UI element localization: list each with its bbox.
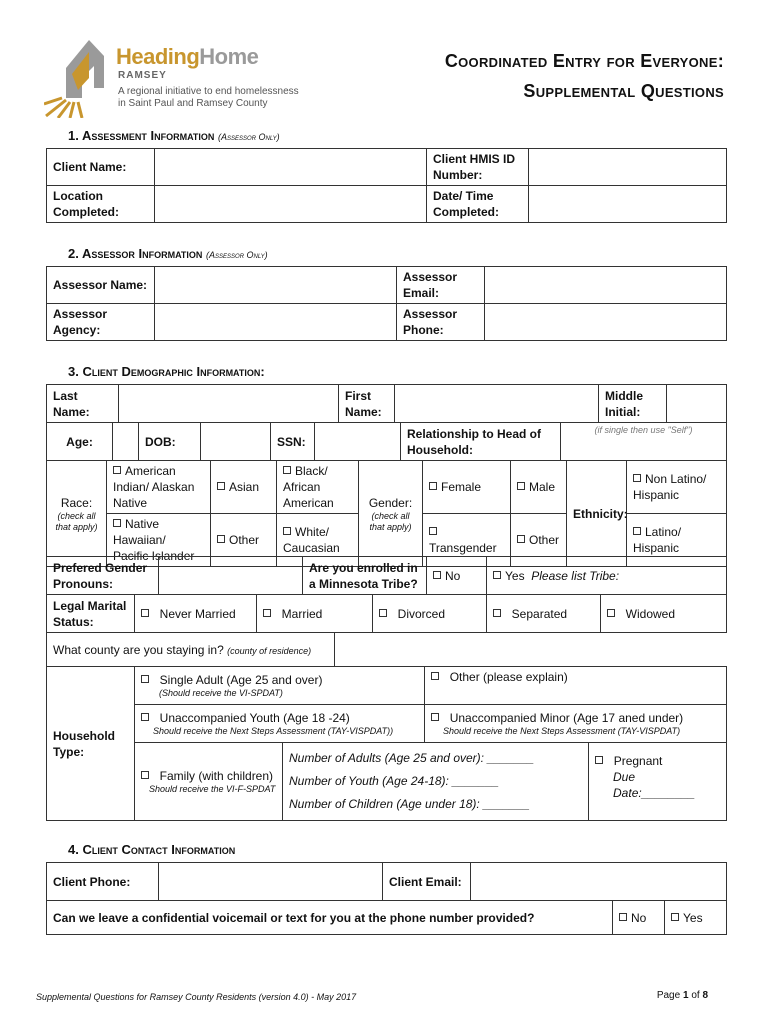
document-title: Coordinated Entry for Everyone: Supplemental Questions xyxy=(444,51,724,101)
middle-initial-label: Middle Initial: xyxy=(599,385,667,423)
checkbox-icon[interactable] xyxy=(517,535,525,543)
race-opt-black[interactable]: Black/ African American xyxy=(277,461,359,514)
gender-opt-male[interactable]: Male xyxy=(511,461,567,514)
hh-unaccompanied-youth[interactable]: Unaccompanied Youth (Age 18 -24) Should receive the Next Steps Assessment (TAY-VISPDAT)) xyxy=(135,705,425,743)
checkbox-icon[interactable] xyxy=(517,482,525,490)
pronouns-label: Prefered Gender Pronouns: xyxy=(47,557,159,595)
section-1-heading: 1. Assessment Information (Assessor Only) xyxy=(68,128,280,143)
checkbox-icon[interactable] xyxy=(595,756,603,764)
heading-home-logo xyxy=(44,38,304,118)
race-opt-native-hawaiian[interactable]: Native Hawaiian/ Pacific Islander xyxy=(107,514,211,567)
hh-unaccompanied-minor[interactable]: Unaccompanied Minor (Age 17 aned under) Should receive the Next Steps Assessment (TAY-VISPDAT) xyxy=(425,705,727,743)
gender-label-cell: Gender: (check all that apply) xyxy=(359,461,423,567)
client-hmis-label: Client HMIS ID Number: xyxy=(427,149,529,186)
checkbox-icon[interactable] xyxy=(493,609,501,617)
client-phone-field[interactable] xyxy=(159,863,383,901)
county-label: What county are you staying in? (county of residence) xyxy=(47,633,335,667)
checkbox-icon[interactable] xyxy=(633,527,641,535)
county-field[interactable] xyxy=(335,633,727,667)
client-email-label: Client Email: xyxy=(383,863,471,901)
dob-label: DOB: xyxy=(139,423,201,461)
marital-opt-separated[interactable]: Separated xyxy=(487,595,601,633)
hh-single-adult[interactable]: Single Adult (Age 25 and over) (Should receive the VI-SPDAT) xyxy=(135,667,425,705)
assessor-agency-label: Assessor Agency: xyxy=(47,304,155,341)
checkbox-icon[interactable] xyxy=(493,571,501,579)
checkbox-icon[interactable] xyxy=(217,482,225,490)
checkbox-icon[interactable] xyxy=(431,672,439,680)
assessor-agency-field[interactable] xyxy=(155,304,397,341)
ethnicity-opt-latino[interactable]: Latino/ Hispanic xyxy=(627,514,727,567)
voicemail-question: Can we leave a confidential voicemail or text for you at the phone number provided? xyxy=(47,901,613,935)
pronouns-tribe-table xyxy=(46,556,727,595)
checkbox-icon[interactable] xyxy=(113,519,121,527)
checkbox-icon[interactable] xyxy=(217,535,225,543)
checkbox-icon[interactable] xyxy=(141,771,149,779)
first-name-field[interactable] xyxy=(395,385,599,423)
checkbox-icon[interactable] xyxy=(429,482,437,490)
footer-version: Supplemental Questions for Ramsey County Residents (version 4.0) - May 2017 xyxy=(36,992,357,1002)
name-table xyxy=(46,384,727,423)
assessor-name-label: Assessor Name: xyxy=(47,267,155,304)
page-number: Page 1 of 8 xyxy=(656,990,708,1001)
client-hmis-field[interactable] xyxy=(529,149,727,186)
checkbox-icon[interactable] xyxy=(671,913,679,921)
marital-table xyxy=(46,594,727,633)
checkbox-icon[interactable] xyxy=(429,527,437,535)
checkbox-icon[interactable] xyxy=(607,609,615,617)
contact-table xyxy=(46,862,727,935)
race-opt-american-indian[interactable]: American Indian/ Alaskan Native xyxy=(107,461,211,514)
hh-pregnant[interactable]: Pregnant Due Date:________ xyxy=(589,743,727,821)
house-sunburst-logo-icon xyxy=(44,38,114,118)
num-adults-field[interactable]: Number of Adults (Age 25 and over): _______ xyxy=(289,751,535,765)
ethnicity-label: Ethnicity: xyxy=(567,461,627,567)
ssn-field[interactable] xyxy=(315,423,401,461)
section-3-heading: 3. Client Demographic Information: xyxy=(68,364,265,379)
gender-opt-other[interactable]: Other xyxy=(511,514,567,567)
last-name-label: Last Name: xyxy=(47,385,119,423)
age-field[interactable] xyxy=(113,423,139,461)
marital-opt-married[interactable]: Married xyxy=(257,595,373,633)
num-children-field[interactable]: Number of Children (Age under 18): _______ xyxy=(289,797,530,811)
logo-tagline: A regional initiative to end homelessness in Saint Paul and Ramsey County xyxy=(118,86,299,109)
checkbox-icon[interactable] xyxy=(141,713,149,721)
assessor-email-field[interactable] xyxy=(485,267,727,304)
middle-initial-field[interactable] xyxy=(667,385,727,423)
race-opt-other[interactable]: Other xyxy=(211,514,277,567)
num-youth-field[interactable]: Number of Youth (Age 24-18): _______ xyxy=(289,774,499,788)
tribe-no-option[interactable]: No xyxy=(427,557,487,595)
checkbox-icon[interactable] xyxy=(431,713,439,721)
marital-opt-divorced[interactable]: Divorced xyxy=(373,595,487,633)
race-gender-table xyxy=(46,460,727,567)
voicemail-yes-option[interactable]: Yes xyxy=(665,901,727,935)
logo-wordmark: HeadingHome xyxy=(116,44,259,69)
checkbox-icon[interactable] xyxy=(379,609,387,617)
checkbox-icon[interactable] xyxy=(141,609,149,617)
checkbox-icon[interactable] xyxy=(283,527,291,535)
hh-family-counts[interactable] xyxy=(283,743,589,821)
client-email-field[interactable] xyxy=(471,863,727,901)
first-name-label: First Name: xyxy=(339,385,395,423)
tribe-question: Are you enrolled in a Minnesota Tribe? xyxy=(303,557,427,595)
dob-field[interactable] xyxy=(201,423,271,461)
voicemail-no-option[interactable]: No xyxy=(613,901,665,935)
datetime-field[interactable] xyxy=(529,186,727,223)
relationship-note: (if single then use "Self") xyxy=(594,425,693,435)
checkbox-icon[interactable] xyxy=(283,466,291,474)
checkbox-icon[interactable] xyxy=(113,466,121,474)
checkbox-icon[interactable] xyxy=(633,474,641,482)
logo-region: RAMSEY xyxy=(118,70,167,81)
age-dob-table xyxy=(46,422,727,461)
gender-opt-female[interactable]: Female xyxy=(423,461,511,514)
assessor-name-field[interactable] xyxy=(155,267,397,304)
marital-opt-widowed[interactable]: Widowed xyxy=(601,595,727,633)
marital-opt-never[interactable]: Never Married xyxy=(135,595,257,633)
assessor-email-label: Assessor Email: xyxy=(397,267,485,304)
location-label: Location Completed: xyxy=(47,186,155,223)
checkbox-icon[interactable] xyxy=(433,571,441,579)
ethnicity-opt-non-latino[interactable]: Non Latino/ Hispanic xyxy=(627,461,727,514)
relationship-label: Relationship to Head of Household: xyxy=(401,423,561,461)
client-phone-label: Client Phone: xyxy=(47,863,159,901)
checkbox-icon[interactable] xyxy=(141,675,149,683)
assessor-phone-label: Assessor Phone: xyxy=(397,304,485,341)
age-label: Age: xyxy=(47,423,113,461)
pronouns-field[interactable] xyxy=(159,557,303,595)
checkbox-icon[interactable] xyxy=(619,913,627,921)
ssn-label: SSN: xyxy=(271,423,315,461)
household-table xyxy=(46,666,727,821)
last-name-field[interactable] xyxy=(119,385,339,423)
tribe-yes-option[interactable]: Yes Please list Tribe: xyxy=(487,557,727,595)
checkbox-icon[interactable] xyxy=(263,609,271,617)
race-label-cell: Race: (check all that apply) xyxy=(47,461,107,567)
gender-opt-transgender[interactable]: Transgender xyxy=(423,514,511,567)
section-2-heading: 2. Assessor Information (Assessor Only) xyxy=(68,246,268,261)
datetime-label: Date/ Time Completed: xyxy=(427,186,529,223)
client-name-label: Client Name: xyxy=(47,149,155,186)
race-opt-white[interactable]: White/ Caucasian xyxy=(277,514,359,567)
due-date-field[interactable]: Due Date:________ xyxy=(613,770,696,800)
client-name-field[interactable] xyxy=(155,149,427,186)
assessment-info-table xyxy=(46,148,727,223)
race-opt-asian[interactable]: Asian xyxy=(211,461,277,514)
county-table xyxy=(46,632,727,667)
hh-other-explain[interactable]: Other (please explain) xyxy=(425,667,727,705)
assessor-info-table xyxy=(46,266,727,341)
section-4-heading: 4. Client Contact Information xyxy=(68,842,236,857)
assessor-phone-field[interactable] xyxy=(485,304,727,341)
household-label: Household Type: xyxy=(47,667,135,821)
marital-label: Legal Marital Status: xyxy=(47,595,135,633)
location-field[interactable] xyxy=(155,186,427,223)
hh-family[interactable]: Family (with children) Should receive the VI-F-SPDAT xyxy=(135,743,283,821)
relationship-field[interactable] xyxy=(561,423,727,461)
